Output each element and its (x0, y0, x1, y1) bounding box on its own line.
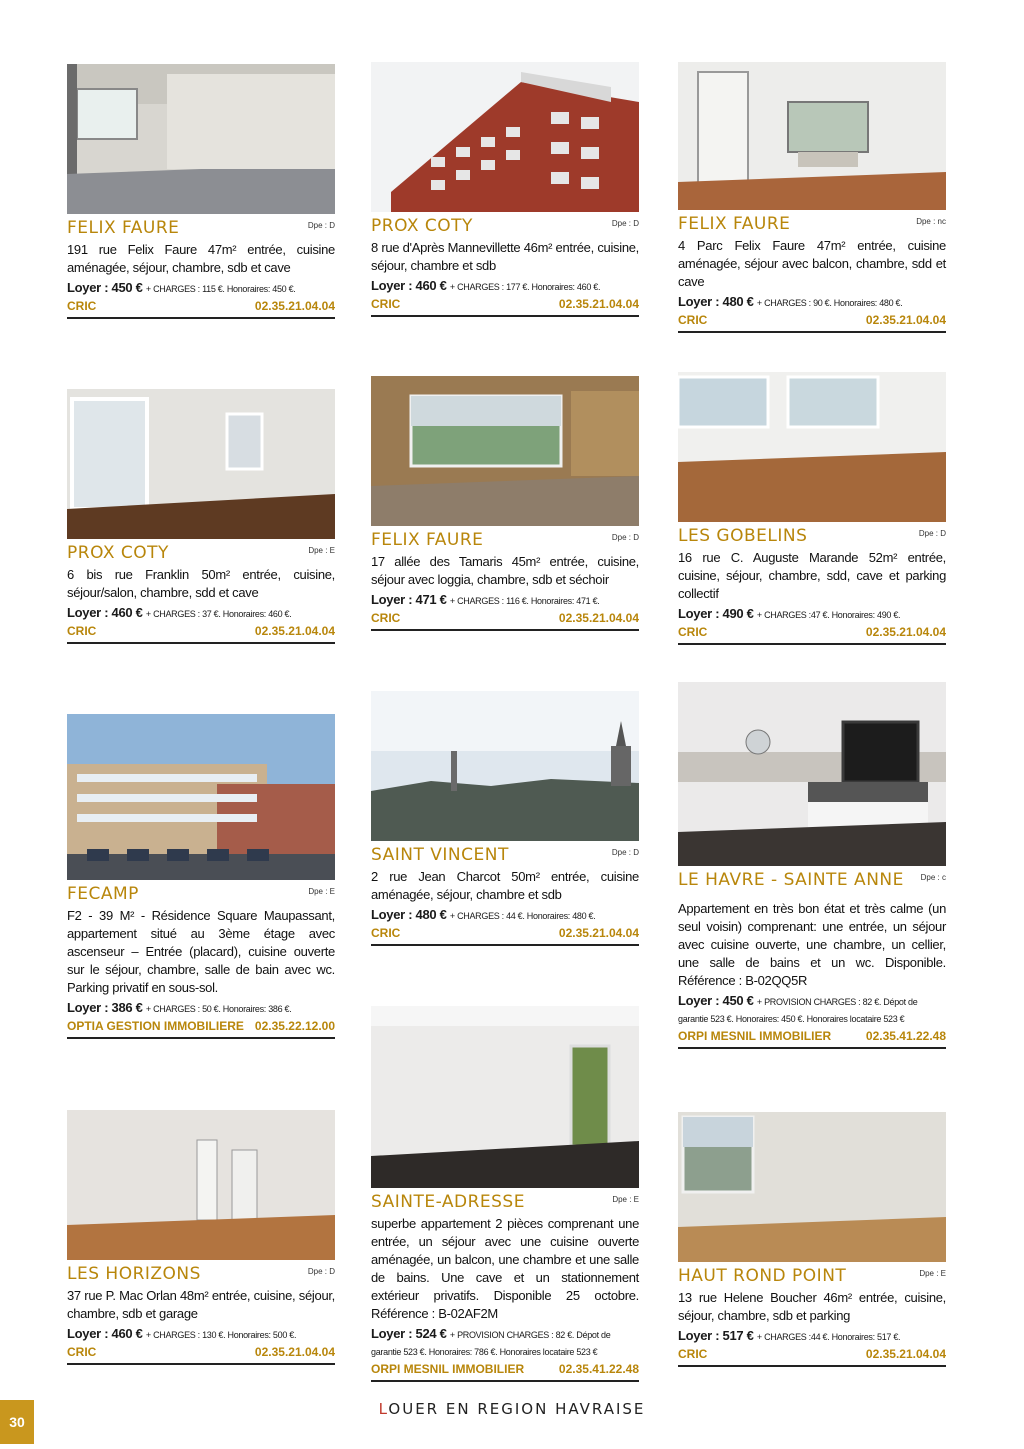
agency-row (678, 1029, 946, 1049)
footer-title-rest: OUER EN REGION HAVRAISE (388, 1400, 646, 1418)
dpe-label: Dpe : D (918, 529, 946, 538)
listing-title: LES GOBELINS (678, 526, 808, 546)
loyer: Loyer : 524 € (371, 1326, 447, 1341)
charges: + CHARGES : 44 €. Honoraires: 480 €. (449, 911, 596, 921)
listing-description: 2 rue Jean Charcot 50m² entrée, cuisine aménagée, séjour, chambre et sdb (371, 869, 639, 902)
loyer: Loyer : 460 € (67, 605, 143, 620)
loyer: Loyer : 460 € (371, 278, 447, 293)
price-line (371, 592, 639, 609)
agency-name: CRIC (371, 611, 401, 625)
agency-phone[interactable]: 02.35.41.22.48 (558, 1362, 639, 1376)
agency-name: CRIC (678, 625, 708, 639)
agency-name: OPTIA GESTION IMMOBILIERE (67, 1019, 244, 1033)
listing-description: F2 - 39 M² - Résidence Square Maupassant, appartement situé au 3ème étage avec ascenseur – Entrée (placard), cuisine ouverte sur le séjour, chambre, salle de bain avec wc. Parking privatif en sous-sol. (67, 908, 335, 995)
loyer: Loyer : 386 € (67, 1000, 143, 1015)
listing-description: 13 rue Helene Boucher 46m² entrée, cuisine, séjour, chambre, sdb et parking (678, 1290, 946, 1323)
listing-photo (67, 64, 335, 214)
agency-name: CRIC (678, 1347, 708, 1361)
listing-description: superbe appartement 2 pièces comprenant une entrée, un séjour avec une cuisine ouverte aménagée, un balcon, une chambre et une salle de bains. Une cave et un stationnement extérieur privatifs. Disponible 25 octobre. Référence : B-02AF2M (371, 1216, 639, 1321)
price-line (67, 280, 335, 297)
agency-row (67, 1345, 335, 1365)
agency-name: CRIC (371, 297, 401, 311)
listing-title: LE HAVRE - SAINTE ANNE (678, 870, 904, 890)
listing-title: FELIX FAURE (678, 214, 791, 234)
listing-5[interactable] (371, 376, 639, 631)
charges: + CHARGES : 90 €. Honoraires: 480 €. (756, 298, 903, 308)
listing-photo (678, 682, 946, 866)
page-number: 30 (0, 1400, 34, 1444)
agency-phone[interactable]: 02.35.21.04.04 (558, 297, 639, 311)
listing-description: 17 allée des Tamaris 45m² entrée, cuisine, séjour avec loggia, chambre, sdb et séchoir (371, 554, 639, 587)
loyer: Loyer : 490 € (678, 606, 754, 621)
agency-phone[interactable]: 02.35.21.04.04 (865, 1347, 946, 1361)
listing-10[interactable] (67, 1110, 335, 1365)
charges: + CHARGES :47 €. Honoraires: 490 €. (756, 610, 901, 620)
dpe-label: Dpe : D (611, 533, 639, 542)
agency-name: ORPI MESNIL IMMOBILIER (678, 1029, 832, 1043)
agency-row (67, 299, 335, 319)
charges: + CHARGES : 130 €. Honoraires: 500 €. (145, 1330, 297, 1340)
agency-phone[interactable]: 02.35.21.04.04 (254, 624, 335, 638)
price-line (67, 605, 335, 622)
agency-row (678, 1347, 946, 1367)
loyer: Loyer : 471 € (371, 592, 447, 607)
agency-row (678, 313, 946, 333)
price-line (678, 606, 946, 623)
listing-11[interactable] (371, 1006, 639, 1382)
dpe-label: Dpe : D (611, 848, 639, 857)
dpe-label: Dpe : E (308, 887, 335, 896)
agency-phone[interactable]: 02.35.21.04.04 (865, 313, 946, 327)
agency-row (371, 1362, 639, 1382)
charges: + CHARGES : 50 €. Honoraires: 386 €. (145, 1004, 292, 1014)
agency-phone[interactable]: 02.35.21.04.04 (254, 299, 335, 313)
charges: + CHARGES : 115 €. Honoraires: 450 €. (145, 284, 296, 294)
price-line (371, 907, 639, 924)
agency-name: CRIC (67, 1345, 97, 1359)
listing-description: Appartement en très bon état et très calme (un seul voisin) comprenant: une entrée, un séjour avec cuisine ouverte, une chambre, un cellier, une salle de bains et un wc. Disponible. Référence : B-02QQ5R (678, 901, 946, 988)
agency-phone[interactable]: 02.35.22.12.00 (254, 1019, 335, 1033)
listing-title: HAUT ROND POINT (678, 1266, 847, 1286)
listing-photo (371, 62, 639, 212)
listing-title: LES HORIZONS (67, 1264, 201, 1284)
price-line (678, 993, 946, 1027)
loyer: Loyer : 480 € (678, 294, 754, 309)
listing-1[interactable] (67, 64, 335, 319)
dpe-label: Dpe : E (919, 1269, 946, 1278)
agency-name: CRIC (371, 926, 401, 940)
price-line (371, 1326, 639, 1360)
listing-8[interactable] (371, 691, 639, 946)
dpe-label: Dpe : D (307, 221, 335, 230)
loyer: Loyer : 517 € (678, 1328, 754, 1343)
listing-title: PROX COTY (67, 543, 169, 563)
price-line (67, 1000, 335, 1017)
agency-row (67, 1019, 335, 1039)
charges: + PROVISION CHARGES : 82 €. Dépot de garantie 523 €. Honoraires: 786 €. Honoraires locataire 523 € (371, 1330, 611, 1357)
listing-title: FELIX FAURE (371, 530, 484, 550)
loyer: Loyer : 480 € (371, 907, 447, 922)
dpe-label: Dpe : nc (916, 217, 946, 226)
agency-name: CRIC (678, 313, 708, 327)
charges: + CHARGES : 177 €. Honoraires: 460 €. (449, 282, 601, 292)
listing-photo (371, 376, 639, 526)
dpe-label: Dpe : D (307, 1267, 335, 1276)
agency-phone[interactable]: 02.35.21.04.04 (865, 625, 946, 639)
listing-description: 4 Parc Felix Faure 47m² entrée, cuisine aménagée, séjour avec balcon, chambre, sdd et cave (678, 238, 946, 289)
listing-photo (678, 372, 946, 522)
listing-title: SAINTE-ADRESSE (371, 1192, 525, 1212)
listing-title: PROX COTY (371, 216, 473, 236)
listing-6[interactable] (678, 372, 946, 645)
listing-photo (371, 1006, 639, 1188)
agency-name: CRIC (67, 299, 97, 313)
agency-phone[interactable]: 02.35.21.04.04 (254, 1345, 335, 1359)
listing-photo (678, 1112, 946, 1262)
agency-row (371, 297, 639, 317)
price-line (678, 1328, 946, 1345)
listing-description: 191 rue Felix Faure 47m² entrée, cuisine aménagée, séjour, chambre, sdb et cave (67, 242, 335, 275)
dpe-label: Dpe : D (611, 219, 639, 228)
agency-row (371, 611, 639, 631)
agency-phone[interactable]: 02.35.41.22.48 (865, 1029, 946, 1043)
agency-row (678, 625, 946, 645)
footer-first-letter: L (378, 1400, 389, 1418)
charges: + CHARGES : 116 €. Honoraires: 471 €. (449, 596, 600, 606)
dpe-label: Dpe : E (612, 1195, 639, 1204)
listing-photo (67, 714, 335, 880)
price-line (678, 294, 946, 311)
footer-title (0, 1400, 1024, 1418)
agency-phone[interactable]: 02.35.21.04.04 (558, 611, 639, 625)
listing-title: FELIX FAURE (67, 218, 180, 238)
listing-description: 16 rue C. Auguste Marande 52m² entrée, cuisine, séjour, chambre, sdd, cave et parking collectif (678, 550, 946, 601)
listing-9[interactable] (678, 682, 946, 1049)
listing-photo (371, 691, 639, 841)
loyer: Loyer : 460 € (67, 1326, 143, 1341)
loyer: Loyer : 450 € (678, 993, 754, 1008)
listing-title: SAINT VINCENT (371, 845, 509, 865)
listing-description: 37 rue P. Mac Orlan 48m² entrée, cuisine, séjour, chambre, sdb et garage (67, 1288, 335, 1321)
listing-3[interactable] (678, 62, 946, 333)
charges: + PROVISION CHARGES : 82 €. Dépot de garantie 523 €. Honoraires: 450 €. Honoraires locataire 523 € (678, 997, 918, 1024)
listing-description: 8 rue d'Après Mannevillette 46m² entrée, cuisine, séjour, chambre et sdb (371, 240, 639, 273)
price-line (371, 278, 639, 295)
agency-row (67, 624, 335, 644)
dpe-label: Dpe : E (308, 546, 335, 555)
price-line (67, 1326, 335, 1343)
agency-row (371, 926, 639, 946)
listing-2[interactable] (371, 62, 639, 317)
loyer: Loyer : 450 € (67, 280, 143, 295)
agency-name: ORPI MESNIL IMMOBILIER (371, 1362, 525, 1376)
agency-name: CRIC (67, 624, 97, 638)
listing-photo (678, 62, 946, 210)
listing-7[interactable] (67, 714, 335, 1039)
listing-12[interactable] (678, 1112, 946, 1367)
listing-photo (67, 1110, 335, 1260)
charges: + CHARGES : 37 €. Honoraires: 460 €. (145, 609, 292, 619)
listing-title: FECAMP (67, 884, 139, 904)
charges: + CHARGES :44 €. Honoraires: 517 €. (756, 1332, 901, 1342)
agency-phone[interactable]: 02.35.21.04.04 (558, 926, 639, 940)
listing-photo (67, 389, 335, 539)
dpe-label: Dpe : c (920, 873, 946, 882)
listing-description: 6 bis rue Franklin 50m² entrée, cuisine, séjour/salon, chambre, sdd et cave (67, 567, 335, 600)
listing-4[interactable] (67, 389, 335, 644)
